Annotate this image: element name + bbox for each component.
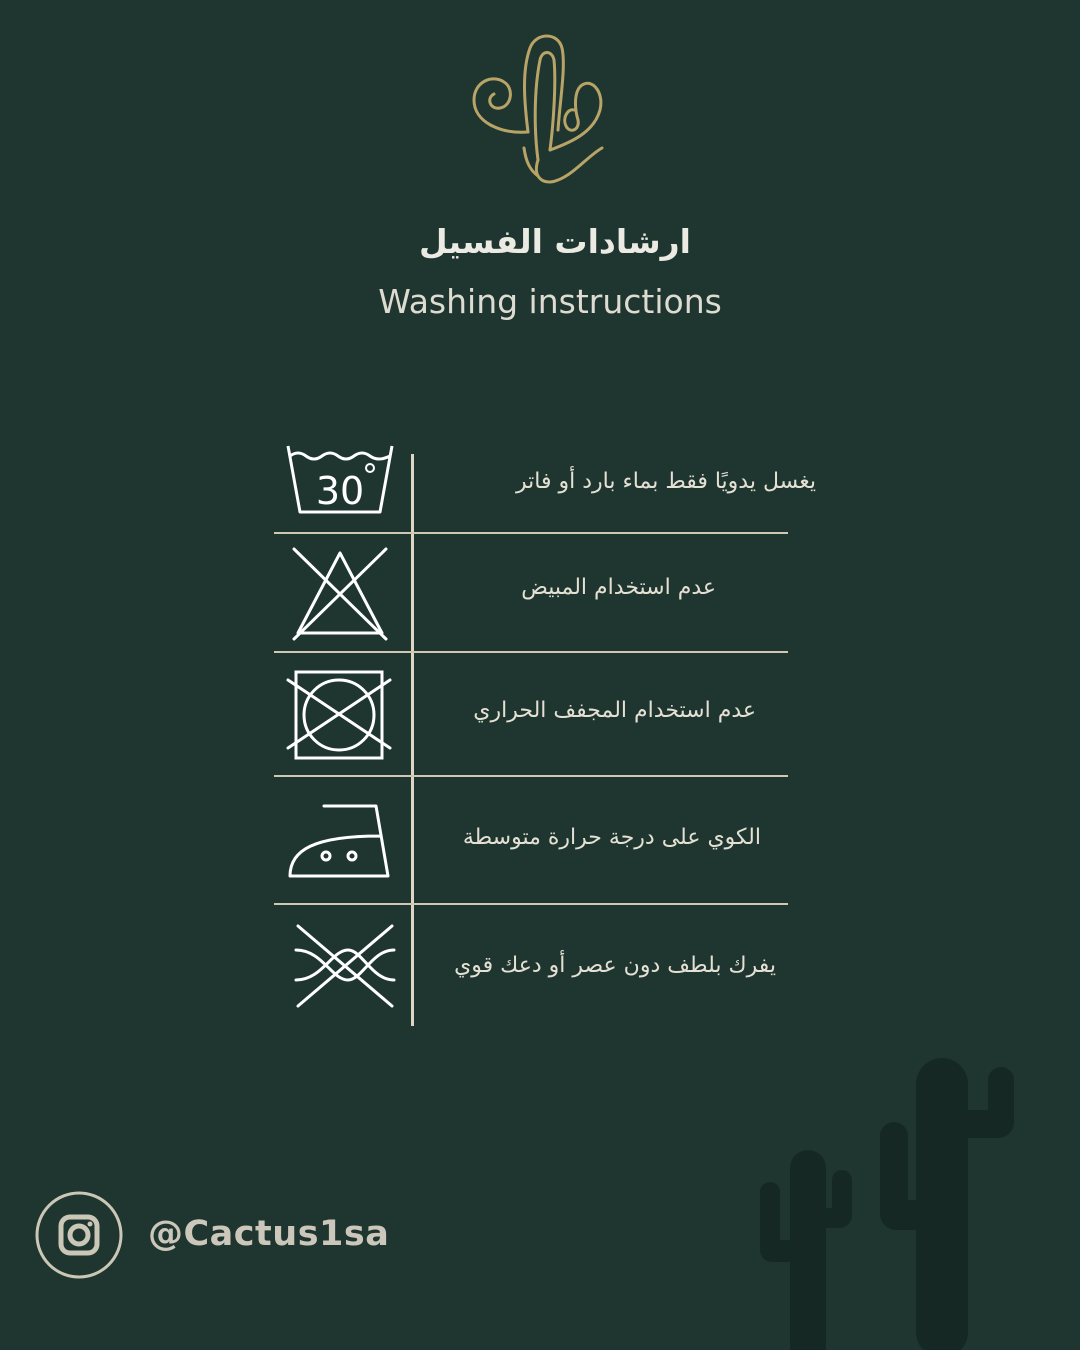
instruction-text: يغسل يدويًا فقط بماء بارد أو فاتر <box>516 469 816 494</box>
table-divider <box>274 903 788 905</box>
instruction-text: عدم استخدام المجفف الحراري <box>473 698 756 723</box>
hand-wash-30-icon <box>284 440 396 520</box>
social-handle-link[interactable]: @Cactus1sa <box>148 1214 390 1254</box>
no-wring-icon <box>292 920 398 1012</box>
instagram-icon[interactable] <box>34 1190 124 1280</box>
instruction-text: عدم استخدام المبيض <box>521 575 716 600</box>
table-divider <box>274 775 788 777</box>
cactus-brand-logo-icon <box>462 30 622 190</box>
instruction-text: يفرك بلطف دون عصر أو دعك قوي <box>454 953 776 978</box>
no-bleach-icon <box>290 543 390 643</box>
degree-icon <box>366 464 374 472</box>
table-divider <box>274 651 788 653</box>
wash-temperature-label: 30 <box>315 469 365 513</box>
table-divider <box>274 532 788 534</box>
page-title-arabic: ارشادات الفسيل <box>418 222 691 261</box>
instruction-text: الكوي على درجة حرارة متوسطة <box>462 825 761 850</box>
table-divider-vertical <box>411 454 414 1026</box>
iron-medium-heat-icon <box>284 800 396 882</box>
no-tumble-dry-icon <box>286 666 392 762</box>
cactus-silhouette-icon <box>740 1040 1080 1350</box>
page-title-english: Washing instructions <box>378 282 722 321</box>
